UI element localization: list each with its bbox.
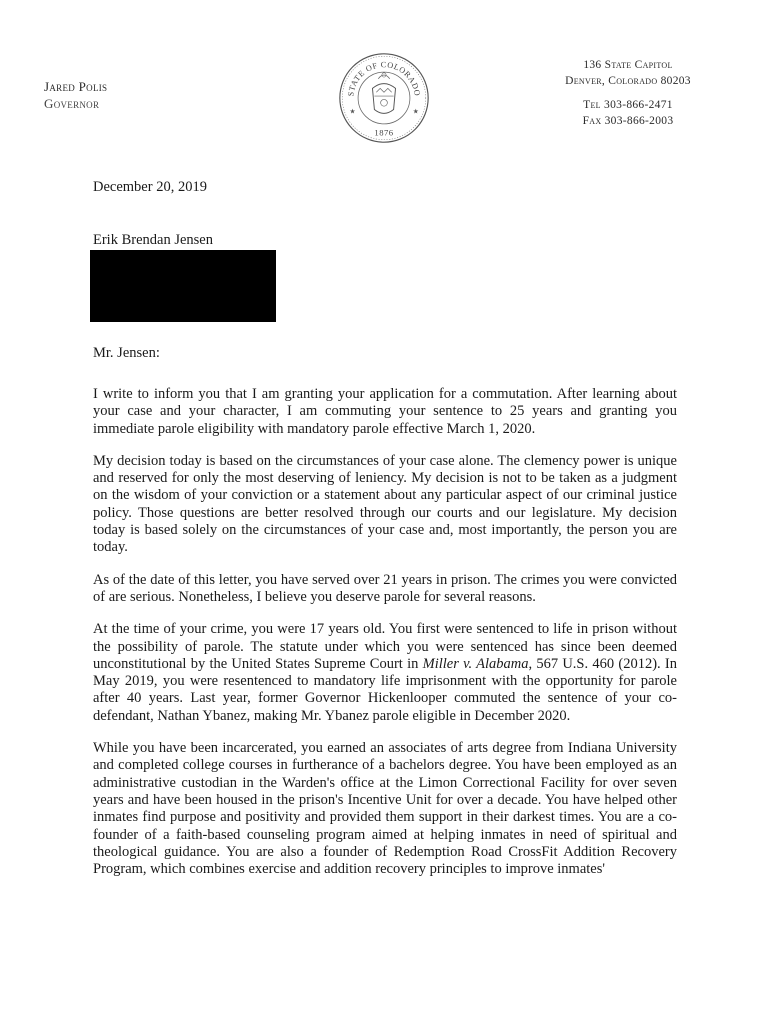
paragraph — [93, 621, 677, 725]
paragraph-text: , 567 U.S. 460 (2012). In May 2019, you were resentenced to mandatory life imprisonment with the opportunity for parole after 40 years. Last year, former Governor Hickenlooper commuted the sentence of your co-defendant, Nathan Ybanez, making Mr. Ybanez parole eligible in December 2020. — [93, 655, 677, 724]
office-address-block — [538, 57, 718, 129]
telephone: Tel 303-866-2471 — [583, 99, 673, 111]
paragraph: I write to inform you that I am granting your application for a commutation. After learning about your case and your character, I am commuting your sentence to 25 years and granting you immediate parole eligibility with mandatory parole effective March 1, 2020. — [93, 386, 677, 437]
redacted-address-block — [90, 250, 276, 322]
state-seal — [336, 50, 432, 146]
sender-name: Jared Polis — [44, 79, 108, 94]
sender-title: Governor — [44, 96, 100, 111]
salutation: Mr. Jensen: — [93, 345, 160, 361]
svg-text:★: ★ — [412, 107, 419, 116]
paragraph: While you have been incarcerated, you earned an associates of arts degree from Indiana University and completed college courses in furtherance of a bachelors degree. You have been employed as an administrative custodian in the Warden's office at the Limon Correctional Facility for over seven years and have been housed in the prison's Incentive Unit for over a decade. You have helped other inmates find purpose and positivity and provided them support in their darkest times. You are a co-founder of a faith-based counseling program aimed at helping inmates in need of spiritual and theological guidance. You are also a founder of Redemption Road CrossFit Addition Recovery Program, which combines exercise and addition recovery principles to improve inmates' — [93, 740, 677, 878]
paragraph-text: At the time of your crime, you were 17 years old. You first were sentenced to life in prison without the possibility of parole. The statute under which you were sentenced has since been deemed unconstitutional by the United States Supreme Court in — [93, 621, 677, 672]
letter-body — [93, 386, 677, 878]
paragraph: As of the date of this letter, you have served over 21 years in prison. The crimes you were convicted of are serious. Nonetheless, I believe you deserve parole for several reasons. — [93, 571, 677, 605]
recipient-name: Erik Brendan Jensen — [93, 232, 213, 248]
address-line-2: Denver, Colorado 80203 — [565, 75, 691, 87]
letter-date: December 20, 2019 — [93, 179, 207, 195]
fax: Fax 303-866-2003 — [582, 115, 674, 127]
case-citation: Miller v. Alabama — [422, 655, 529, 672]
svg-text:★: ★ — [349, 107, 356, 116]
address-line-1: 136 State Capitol — [583, 59, 673, 71]
paragraph: My decision today is based on the circumstances of your case alone. The clemency power is unique and reserved for only the most deserving of leniency. My decision is not to be taken as a judgment on the wisdom of your conviction or a statement about any particular aspect of our criminal justice policy. Those questions are better resolved through our courts and our legislature. My decision today is based solely on the circumstances of your case and, most importantly, the person you are today. — [93, 452, 677, 556]
seal-year: 1876 — [374, 127, 394, 138]
seal-top-text: STATE OF COLORADO — [346, 60, 422, 97]
sender-block — [44, 78, 107, 112]
